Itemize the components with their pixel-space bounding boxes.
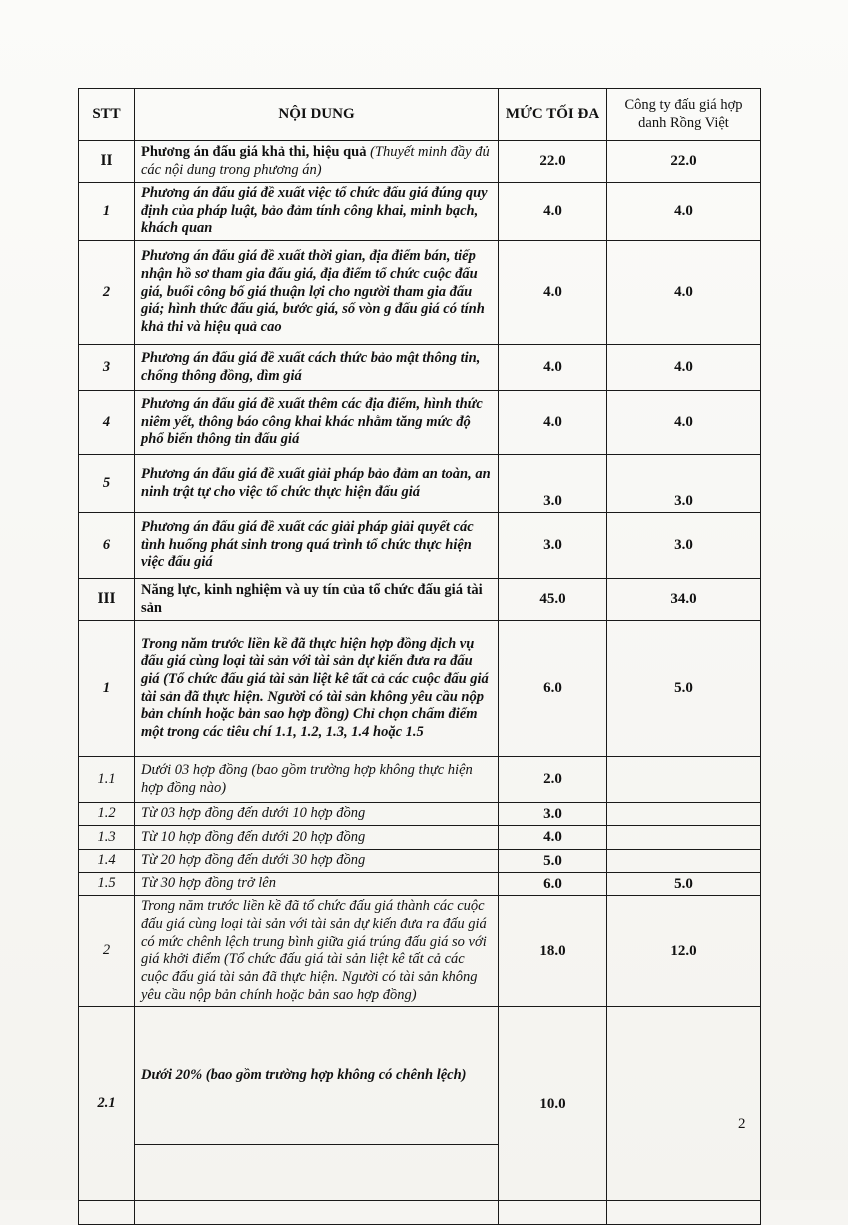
row-content: Trong năm trước liền kề đã thực hiện hợp đồng dịch vụ đấu giá cùng loại tài sản với tài sản dự kiến đưa ra đấu giá (Tổ chức đấu giá tài sản liệt kê tất cả các cuộc đấu giá tài sản đã thực hiện. Người có tài sản không yêu cầu nộp bản chính hoặc bản sao hợp đồng) Chỉ chọn chấm điểm một trong các tiêu chí 1.1, 1.2, 1.3, 1.4 hoặc 1.5 [135,621,499,757]
row-max-score [499,1201,607,1225]
row-content: Từ 20 hợp đồng đến dưới 30 hợp đồng [135,849,499,872]
header-firm: Công ty đấu giá hợp danh Rồng Việt [607,89,761,141]
row-stt: III [79,579,135,621]
row-firm-score [607,1007,761,1201]
row-content: Phương án đấu giá đề xuất các giải pháp giải quyết các tình huống phát sinh trong quá trình tổ chức thực hiện việc đấu giá [135,513,499,579]
row-max-score: 3.0 [499,513,607,579]
table-row [79,345,761,391]
row-stt: 3 [79,345,135,391]
row-firm-score [607,849,761,872]
row-max-score: 5.0 [499,849,607,872]
row-firm-score [607,803,761,826]
row-content-main: Phương án đấu giá khả thi, hiệu quả [141,143,367,160]
table-row [79,579,761,621]
row-content: Phương án đấu giá đề xuất việc tổ chức đấu giá đúng quy định của pháp luật, bảo đảm tính công khai, minh bạch, khách quan [135,183,499,241]
row-max-score: 4.0 [499,183,607,241]
table-row [79,849,761,872]
table-row [79,141,761,183]
row-content: Trong năm trước liền kề đã tổ chức đấu giá thành các cuộc đấu giá cùng loại tài sản với tài sản dự kiến đưa ra đấu giá có mức chênh lệch trung bình giữa giá trúng đấu giá so với giá khởi điểm (Tổ chức đấu giá tài sản liệt kê tất cả các cuộc đấu giá tài sản đã thực hiện. Người có tài sản không yêu cầu nộp bản chính hoặc bản sao hợp đồng) [135,896,499,1007]
row-stt [79,1201,135,1225]
table-row [79,1201,761,1225]
row-stt: 1.5 [79,872,135,895]
row-firm-score [607,826,761,849]
scoring-table [78,88,761,1225]
row-firm-score: 34.0 [607,579,761,621]
page-number: 2 [738,1116,746,1132]
row-firm-score: 4.0 [607,183,761,241]
row-stt: 5 [79,455,135,513]
row-content-criteria [135,1145,499,1201]
table-row [79,183,761,241]
row-content: Phương án đấu giá đề xuất giải pháp bảo đảm an toàn, an ninh trật tự cho việc tổ chức thực hiện đấu giá [135,455,499,513]
row-max-score: 6.0 [499,621,607,757]
row-stt: 1.1 [79,757,135,803]
row-max-score: 6.0 [499,872,607,895]
row-max-score: 4.0 [499,391,607,455]
row-max-score: 3.0 [499,803,607,826]
table-row [79,241,761,345]
row-content: Từ 30 hợp đồng trở lên [135,872,499,895]
row-firm-score: 4.0 [607,391,761,455]
row-firm-score: 12.0 [607,896,761,1007]
row-stt: 1.2 [79,803,135,826]
row-firm-score: 3.0 [607,455,761,513]
row-max-score: 2.0 [499,757,607,803]
row-max-score: 4.0 [499,826,607,849]
row-stt: II [79,141,135,183]
table-header-row [79,89,761,141]
row-max-score: 4.0 [499,241,607,345]
row-firm-score: 5.0 [607,872,761,895]
row-stt: 2 [79,241,135,345]
row-content: Phương án đấu giá đề xuất thời gian, địa điểm bán, tiếp nhận hồ sơ tham gia đấu giá, địa điểm tổ chức cuộc đấu giá, buổi công bố giá thuận lợi cho người tham gia đấu giá; hình thức đấu giá, bước giá, số vòn g đấu giá có tính khả thi và hiệu quả cao [135,241,499,345]
row-max-score: 3.0 [499,455,607,513]
row-content: Từ 10 hợp đồng đến dưới 20 hợp đồng [135,826,499,849]
header-content: NỘI DUNG [135,89,499,141]
table-row [79,513,761,579]
row-firm-score: 5.0 [607,621,761,757]
row-content: Dưới 20% (bao gồm trường hợp không có chênh lệch) [135,1007,499,1145]
table-row [79,803,761,826]
row-stt: 1 [79,183,135,241]
row-max-score: 10.0 [499,1007,607,1201]
row-content: Từ 03 hợp đồng đến dưới 10 hợp đồng [135,803,499,826]
row-max-score: 18.0 [499,896,607,1007]
table-row [79,391,761,455]
row-max-score: 22.0 [499,141,607,183]
row-stt: 1.4 [79,849,135,872]
row-firm-score: 22.0 [607,141,761,183]
row-firm-score [607,757,761,803]
row-stt: 1.3 [79,826,135,849]
row-firm-score [607,1201,761,1225]
row-firm-score: 3.0 [607,513,761,579]
row-content: Dưới 03 hợp đồng (bao gồm trường hợp không thực hiện hợp đồng nào) [135,757,499,803]
table-row [79,896,761,1007]
row-content [135,141,499,183]
table-row [79,757,761,803]
row-firm-score: 4.0 [607,345,761,391]
table-row [79,455,761,513]
table-row [79,1007,761,1145]
row-stt: 2.1 [79,1007,135,1201]
row-stt: 6 [79,513,135,579]
row-content: Phương án đấu giá đề xuất cách thức bảo mật thông tin, chống thông đồng, dìm giá [135,345,499,391]
row-max-score: 4.0 [499,345,607,391]
row-content [135,1201,499,1225]
table-row [79,621,761,757]
table-row [79,826,761,849]
header-max-score: MỨC TỐI ĐA [499,89,607,141]
table-row [79,872,761,895]
row-firm-score: 4.0 [607,241,761,345]
row-content: Phương án đấu giá đề xuất thêm các địa điểm, hình thức niêm yết, thông báo công khai khác nhằm tăng mức độ phổ biến thông tin đấu giá [135,391,499,455]
row-content-note: (Thuyết minh đầy đủ các nội dung trong phương án) [141,143,490,178]
row-stt: 2 [79,896,135,1007]
row-max-score: 45.0 [499,579,607,621]
row-stt: 4 [79,391,135,455]
row-content: Năng lực, kinh nghiệm và uy tín của tổ chức đấu giá tài sản [135,579,499,621]
row-stt: 1 [79,621,135,757]
header-stt: STT [79,89,135,141]
